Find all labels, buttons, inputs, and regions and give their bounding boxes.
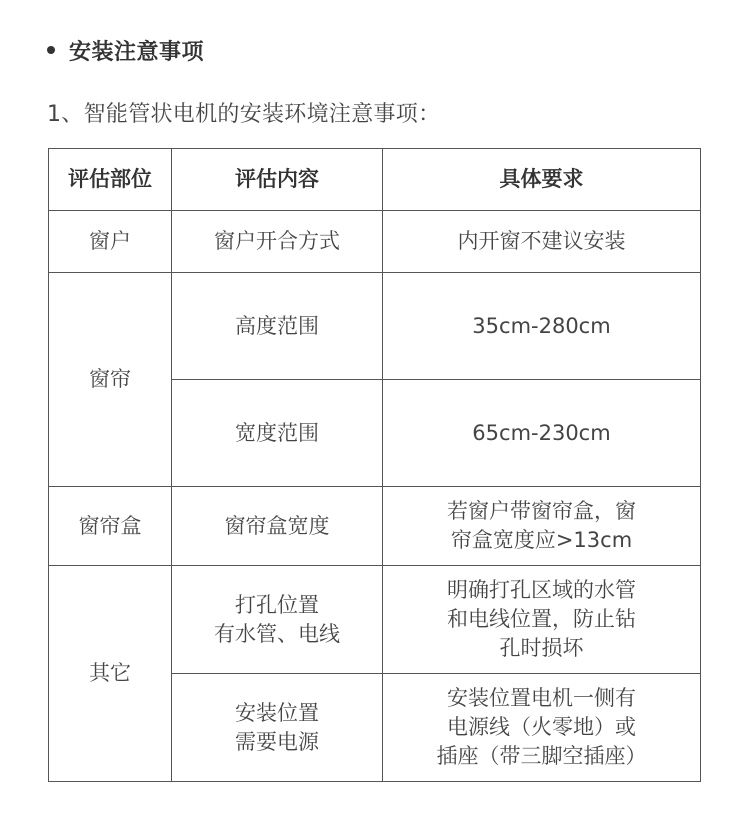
section-heading-text: 安装注意事项 <box>69 39 205 65</box>
curtain-height-content: 高度范围 <box>172 273 383 380</box>
power-content <box>172 674 383 782</box>
text-line: 帘盒宽度应>13cm <box>450 528 633 552</box>
header-content: 评估内容 <box>172 149 383 211</box>
table-row <box>49 273 701 380</box>
text-line: 插座（带三脚空插座） <box>436 744 647 768</box>
bullet-dot <box>47 46 55 54</box>
text-line: 需要电源 <box>235 729 319 754</box>
installation-requirements-table <box>48 148 701 782</box>
curtain-height-requirement: 35cm-280cm <box>383 273 701 380</box>
text-line: 安装位置 <box>235 700 319 725</box>
drill-requirement <box>383 566 701 674</box>
section-heading <box>47 30 204 70</box>
header-part: 评估部位 <box>49 149 172 211</box>
curtain-width-requirement: 65cm-230cm <box>383 380 701 487</box>
table-row <box>49 487 701 566</box>
table-row <box>49 211 701 273</box>
window-part: 窗户 <box>49 211 172 273</box>
curtain-box-part: 窗帘盒 <box>49 487 172 566</box>
window-content: 窗户开合方式 <box>172 211 383 273</box>
header-requirement: 具体要求 <box>383 149 701 211</box>
window-requirement: 内开窗不建议安装 <box>383 211 701 273</box>
curtain-part: 窗帘 <box>49 273 172 487</box>
text-line: 孔时损坏 <box>499 636 584 660</box>
text-line: 打孔位置 <box>235 592 319 617</box>
other-part: 其它 <box>49 566 172 782</box>
subheading: 1、智能管状电机的安装环境注意事项： <box>47 102 441 127</box>
text-line: 若窗户带窗帘盒，窗 <box>447 499 636 523</box>
curtain-box-content: 窗帘盒宽度 <box>172 487 383 566</box>
drill-content <box>172 566 383 674</box>
table-header-row <box>49 149 701 211</box>
table-row <box>49 566 701 674</box>
text-line: 明确打孔区域的水管 <box>447 578 636 602</box>
text-line: 有水管、电线 <box>214 621 340 646</box>
curtain-box-requirement <box>383 487 701 566</box>
text-line: 和电线位置，防止钻 <box>447 607 636 631</box>
curtain-width-content: 宽度范围 <box>172 380 383 487</box>
text-line: 电源线（火零地）或 <box>447 715 636 739</box>
power-requirement <box>383 674 701 782</box>
text-line: 安装位置电机一侧有 <box>447 686 636 710</box>
